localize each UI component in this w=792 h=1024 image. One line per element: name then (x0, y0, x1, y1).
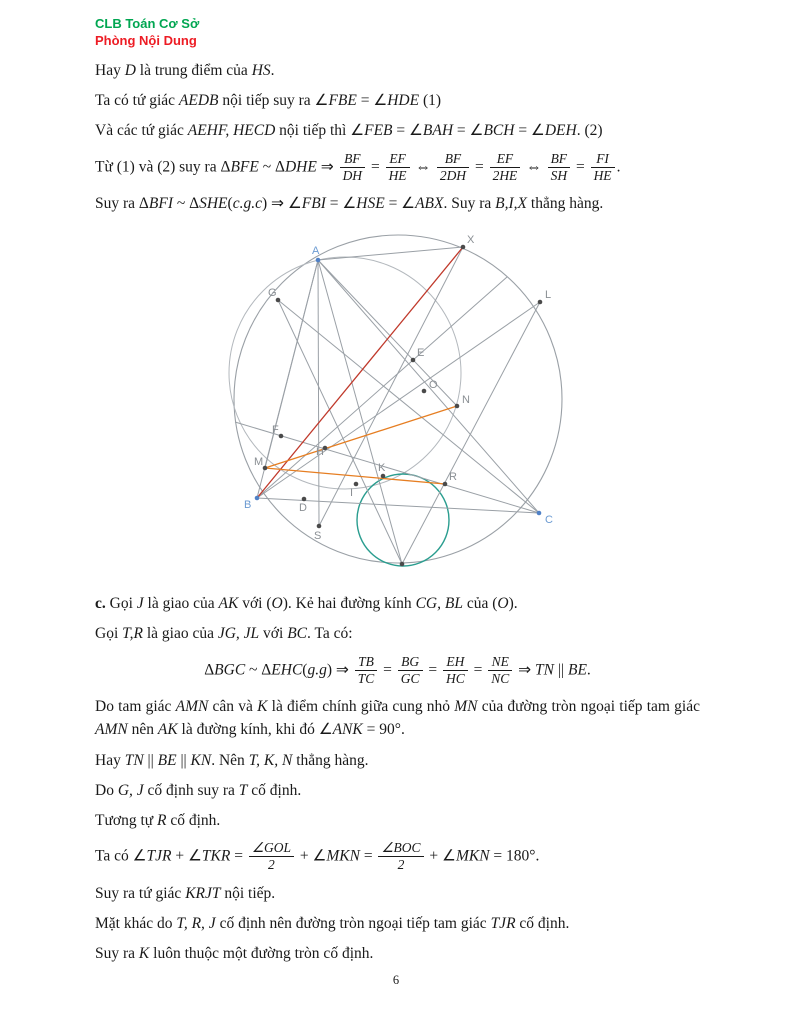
math-text: MKN (326, 847, 360, 865)
paragraph (95, 942, 700, 965)
fraction-denominator: HE (593, 167, 612, 183)
text: cân và (208, 698, 258, 716)
text: nội tiếp. (220, 884, 276, 902)
math-text: TN (535, 660, 555, 678)
math-text: AEDB (178, 92, 219, 110)
figure-label-L: L (544, 289, 551, 302)
text: ~ Δ (245, 660, 272, 678)
text: . (270, 61, 275, 79)
math-text: AMN (95, 721, 128, 739)
fraction-denominator: 2HE (492, 167, 518, 183)
text: nên (127, 721, 158, 739)
math-text: T,R (122, 625, 143, 643)
math-text: K (257, 698, 268, 716)
text: cố định nên đường tròn ngoại tiếp tam giác (215, 914, 491, 932)
text: = 180°. (489, 847, 540, 865)
math-text: BE (157, 751, 177, 769)
text: cố định suy ra (143, 781, 239, 799)
text: Suy ra (95, 945, 139, 963)
figure-segment (402, 302, 540, 564)
math-text: G, J (117, 781, 144, 799)
math-text: T, R, J (176, 914, 216, 932)
text: nội tiếp suy ra ∠ (218, 92, 329, 110)
text: Gọi (105, 595, 137, 613)
text: = (379, 660, 396, 678)
text: . (2) (576, 122, 603, 140)
text: Hay (95, 61, 125, 79)
text: = ∠ (392, 122, 423, 140)
math-text: TN (124, 751, 144, 769)
math-text: AEHF, HECD (187, 122, 276, 140)
page-number: 6 (392, 973, 400, 987)
math-text: TKR (201, 847, 231, 865)
paragraph (95, 119, 700, 142)
text: thẳng hàng. (527, 194, 604, 212)
fraction (340, 151, 366, 184)
figure-point-B (254, 496, 259, 501)
math-text: BAH (422, 122, 454, 140)
text: + ∠ (295, 847, 327, 865)
paragraph (95, 779, 700, 802)
text: . Ta có: (307, 625, 353, 643)
figure-point-S (316, 524, 321, 529)
math-text: FBE (328, 92, 357, 110)
text: thẳng hàng. (292, 751, 369, 769)
figure-point-I (353, 482, 358, 487)
math-text: J (136, 595, 144, 613)
figure-point-X (460, 245, 465, 250)
text: là giao của (143, 595, 219, 613)
text: = ∠ (384, 194, 416, 212)
text: = (469, 660, 487, 678)
fraction-denominator: SH (550, 167, 568, 183)
figure-point-M (262, 466, 267, 471)
text: + ∠ (171, 847, 202, 865)
math-text: AMN (175, 698, 209, 716)
paragraph (95, 695, 700, 742)
paragraph (95, 912, 700, 935)
figure-label-B: B (243, 499, 251, 512)
fraction (378, 840, 423, 873)
paragraph (95, 150, 700, 185)
figure-label-M: M (253, 456, 263, 469)
math-text: O (271, 595, 283, 613)
text: Do (95, 781, 118, 799)
figure-label-I: I (349, 487, 353, 500)
math-text: ANK (332, 721, 363, 739)
figure-point-D (301, 497, 306, 502)
fraction (488, 654, 512, 687)
math-text: BCH (483, 122, 515, 140)
text: = ∠ (453, 122, 484, 140)
math-text: BC (287, 625, 307, 643)
fraction-numerator: ∠GOL (249, 840, 294, 857)
math-text: T, K, N (248, 751, 293, 769)
math-text: BGC (214, 660, 246, 678)
math-text: SHE (199, 194, 228, 212)
text: Hay (95, 751, 125, 769)
figure-label-A: A (311, 245, 319, 258)
math-text: MN (454, 698, 478, 716)
text: Gọi (95, 625, 123, 643)
math-text: D (124, 61, 136, 79)
math-text: BE (567, 660, 587, 678)
figure-label-S: S (313, 530, 321, 543)
fraction-denominator: 2 (268, 857, 275, 873)
figure-label-N: N (461, 394, 470, 407)
math-text: AK (157, 721, 178, 739)
figure-point-R (442, 482, 447, 487)
text: ⇒ (514, 660, 536, 678)
text: Mặt khác do (95, 914, 177, 932)
fraction (548, 151, 571, 184)
fraction (249, 840, 294, 873)
document-header (95, 16, 700, 50)
text: = (359, 847, 377, 865)
figure-label-C: C (544, 514, 553, 527)
figure-label-E: E (416, 347, 424, 360)
text: là giao của (142, 625, 218, 643)
text: ( (302, 660, 308, 678)
math-text: ABX (415, 194, 444, 212)
text: + ∠ (425, 847, 456, 865)
text: của ( (462, 595, 498, 613)
paragraph (95, 622, 700, 645)
text: là trung điểm của (135, 61, 252, 79)
text: . Nên (211, 751, 249, 769)
math-text: HDE (387, 92, 420, 110)
fraction (355, 654, 378, 687)
fraction-denominator: GC (400, 670, 420, 686)
paragraph (95, 592, 700, 615)
text: ⇔ (522, 157, 546, 175)
bold-text: c. (95, 595, 106, 613)
figure-point-unlabeled (399, 562, 404, 567)
department-name: Phòng Nội Dung (95, 32, 197, 48)
text: ( (227, 194, 233, 212)
paragraph (95, 749, 700, 772)
fraction-denominator: HC (446, 670, 465, 686)
text: || (554, 660, 568, 678)
math-text: BFI (148, 194, 173, 212)
math-text: FEB (364, 122, 393, 140)
paragraph (95, 839, 700, 874)
fraction-numerator: EH (443, 654, 468, 671)
text: nội tiếp thì ∠ (275, 122, 365, 140)
text: ) ⇒ (326, 660, 353, 678)
text: = ∠ (514, 122, 545, 140)
solution-text-bottom (95, 592, 700, 965)
paragraph (95, 89, 700, 112)
paragraph (95, 809, 700, 832)
fraction-numerator: BF (340, 151, 366, 168)
text: || (143, 751, 158, 769)
figure-point-F (278, 434, 283, 439)
text: = ∠ (356, 92, 388, 110)
text: ) ⇒ ∠ (261, 194, 302, 212)
figure-container (95, 222, 700, 582)
text: cố định. (166, 812, 221, 830)
figure-point-A (315, 258, 320, 263)
fraction-denominator: HE (388, 167, 407, 183)
text: Δ (204, 660, 215, 678)
math-text: HSE (356, 194, 385, 212)
math-text: K (138, 945, 150, 963)
figure-label-H: H (315, 446, 324, 459)
math-text: EHC (271, 660, 303, 678)
paragraph (95, 59, 700, 82)
text: = (367, 157, 384, 175)
fraction (437, 151, 469, 184)
math-text: FBI (301, 194, 326, 212)
text: cố định. (247, 781, 302, 799)
figure-label-K: K (377, 462, 385, 475)
text: với ( (238, 595, 272, 613)
fraction (386, 151, 410, 184)
text: Suy ra tứ giác (95, 884, 186, 902)
fraction-denominator: 2DH (439, 167, 467, 183)
math-text: BFE (230, 157, 259, 175)
text: ⇒ (316, 157, 338, 175)
fraction-numerator: TB (355, 654, 378, 671)
text: . (586, 660, 591, 678)
club-name: CLB Toán Cơ Sở (95, 16, 200, 31)
math-text: DHE (284, 157, 317, 175)
text: (1) (419, 92, 442, 110)
math-text: TJR (490, 914, 516, 932)
text: Từ (1) và (2) suy ra Δ (95, 157, 231, 175)
figure-circle (234, 235, 562, 563)
math-text: CG, BL (415, 595, 463, 613)
text: = ∠ (325, 194, 357, 212)
text: = (230, 847, 247, 865)
figure-label-O: O (428, 379, 438, 392)
text: = (424, 660, 442, 678)
fraction-numerator: EF (386, 151, 410, 168)
text: là đường kính, khi đó ∠ (177, 721, 333, 739)
text: Do tam giác (95, 698, 176, 716)
math-text: MKN (455, 847, 490, 865)
text: . (616, 157, 621, 175)
figure-label-G: G (267, 287, 277, 300)
solution-text-top (95, 59, 700, 215)
figure-label-R: R (448, 471, 457, 484)
fraction-denominator: NC (491, 670, 510, 686)
text: Ta có ∠ (95, 847, 147, 865)
fraction (591, 151, 615, 184)
figure-point-C (536, 511, 541, 516)
figure-point-K (380, 474, 385, 479)
text: luôn thuộc một đường tròn cố định. (149, 945, 374, 963)
figure-label-X: X (466, 234, 474, 247)
figure-circle (357, 474, 449, 566)
text: = 90°. (362, 721, 405, 739)
figure-label-F: F (271, 424, 279, 437)
text: . Suy ra (443, 194, 496, 212)
fraction-numerator: BF (548, 151, 571, 168)
math-text: R (157, 812, 167, 830)
figure-point-N (454, 404, 459, 409)
text: với (259, 625, 288, 643)
text: Tương tự (95, 812, 158, 830)
fraction-denominator: TC (357, 670, 375, 686)
text: cố định. (515, 914, 570, 932)
math-text: JG, JL (217, 625, 260, 643)
figure-point-L (537, 300, 542, 305)
text: = (572, 157, 589, 175)
geometry-figure (218, 222, 578, 577)
paragraph (95, 653, 700, 688)
text: ). (508, 595, 518, 613)
text: ). Kẻ hai đường kính (282, 595, 416, 613)
fraction (490, 151, 521, 184)
math-text: KRJT (185, 884, 221, 902)
text: ⇔ (411, 157, 435, 175)
text: = (471, 157, 488, 175)
fraction-denominator: DH (342, 167, 363, 183)
text: ~ Δ (258, 157, 285, 175)
math-text: TJR (146, 847, 172, 865)
paragraph (95, 192, 700, 215)
text: Suy ra Δ (95, 194, 149, 212)
fraction (443, 654, 468, 687)
figure-point-E (410, 358, 415, 363)
math-text: B,I,X (495, 194, 528, 212)
fraction-numerator: EF (490, 151, 521, 168)
math-text: DEH (544, 122, 577, 140)
math-text: KN (190, 751, 212, 769)
math-text: O (497, 595, 509, 613)
fraction-numerator: BG (398, 654, 423, 671)
text: là điểm chính giữa cung nhỏ (267, 698, 455, 716)
text: ~ Δ (173, 194, 200, 212)
text: Và các tứ giác (95, 122, 188, 140)
fraction-numerator: FI (591, 151, 615, 168)
figure-point-O (421, 389, 426, 394)
fraction (398, 654, 423, 687)
math-text: AK (218, 595, 239, 613)
text: || (176, 751, 191, 769)
math-text: T (238, 781, 248, 799)
figure-label-D: D (298, 502, 307, 515)
fraction-numerator: NE (488, 654, 512, 671)
fraction-denominator: 2 (397, 857, 405, 873)
fraction-numerator: BF (437, 151, 469, 168)
fraction-numerator: ∠BOC (378, 840, 423, 857)
math-text: c.g.c (232, 194, 262, 212)
paragraph (95, 882, 700, 905)
math-text: HS (251, 61, 271, 79)
math-text: g.g (307, 660, 327, 678)
figure-segment (318, 247, 463, 260)
text: Ta có tứ giác (95, 92, 179, 110)
text: của đường tròn ngoại tiếp tam giác (477, 698, 700, 716)
